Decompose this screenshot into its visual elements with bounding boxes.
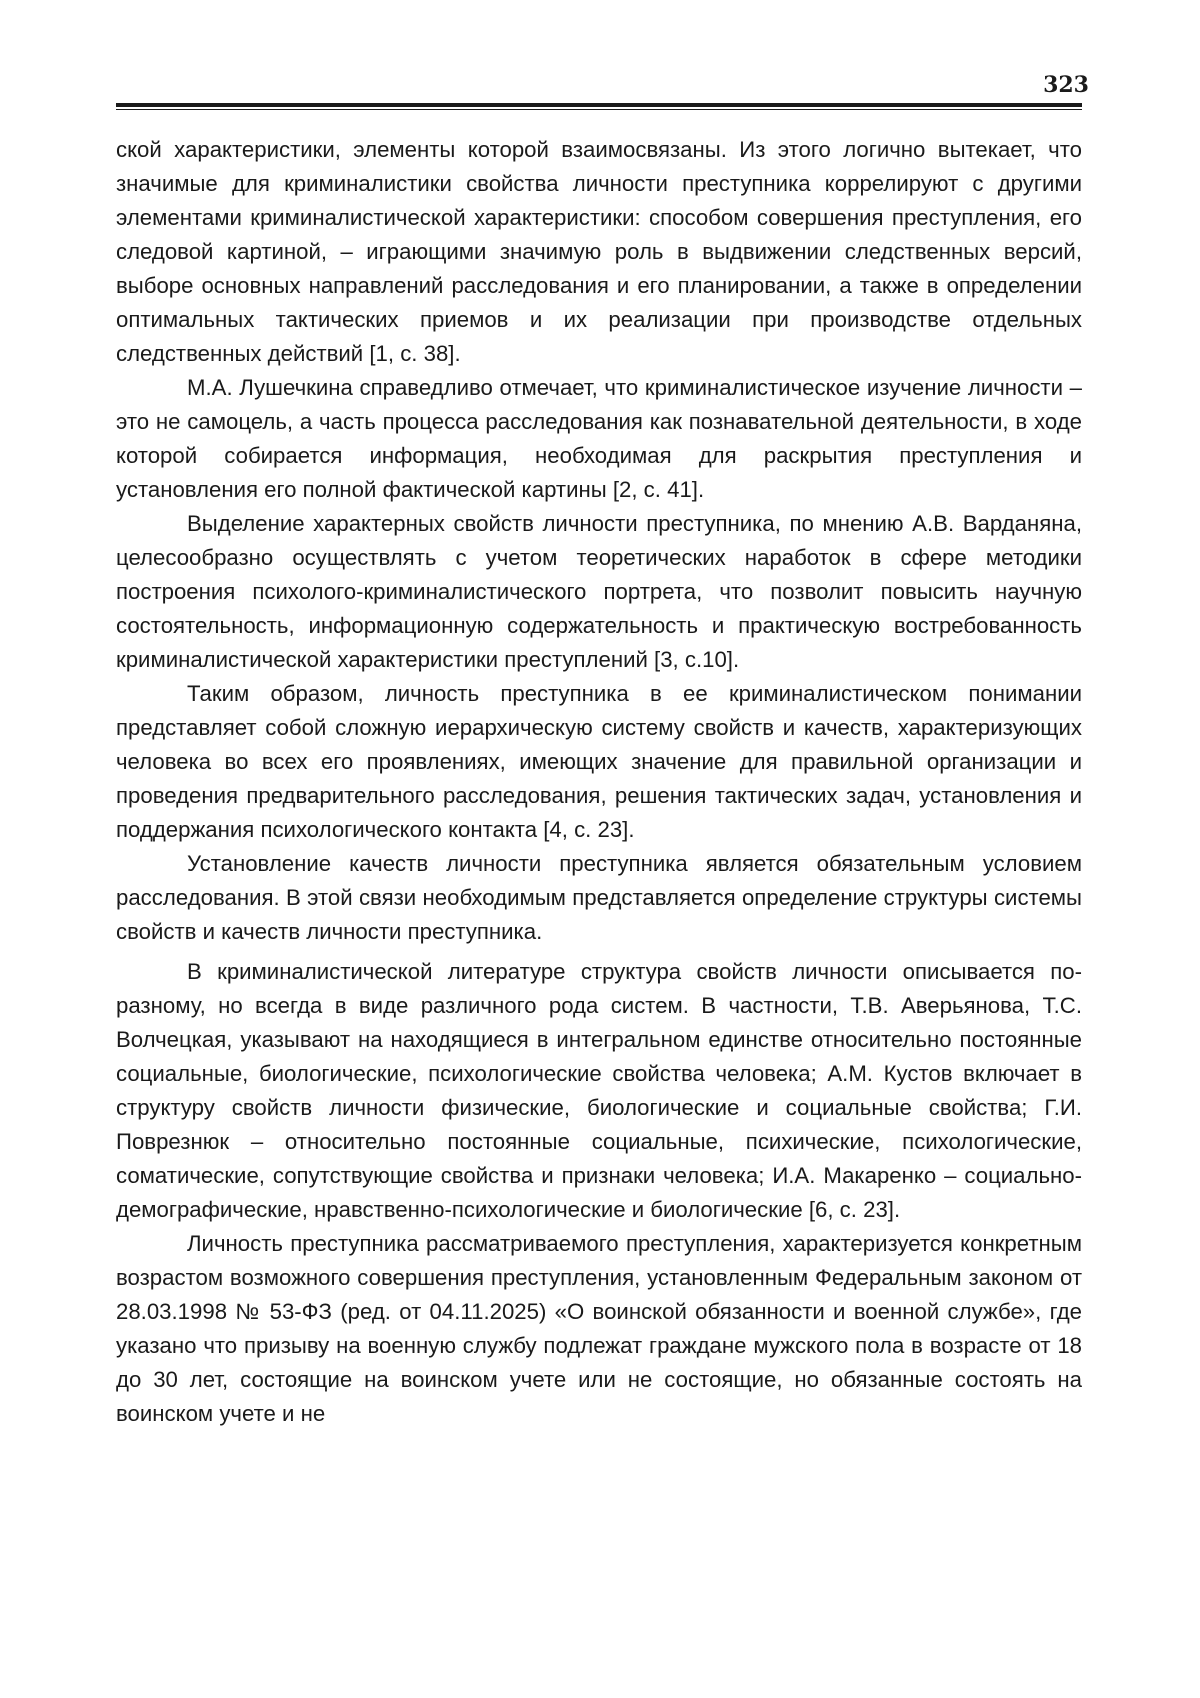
header-rule-thin (116, 109, 1082, 110)
paragraph-structure: В криминалистической литературе структура свойств личности описывается по-разному, но всегда в виде различного рода систем. В частности, Т.В. Аверьянова, Т.С. Волчецкая, указывают на находящиеся в интегральном единстве относительно постоянные социальные, биологические, психологические свойства человека; А.М. Кустов включает в структуру свойств личности физические, биологические и социальные свойства; Г.И. Поврезнюк – относительно постоянные социальные, психические, психологические, соматические, сопутствующие свойства и признаки человека; И.А. Макаренко – социально-демографические, нравственно-психологические и биологические [6, с. 23]. (116, 959, 1082, 1222)
paragraph-lushechkina: М.А. Лушечкина справедливо отмечает, что криминалистическое изучение личности – это не самоцель, а часть процесса расследования как познавательной деятельности, в ходе которой собирается информация, необходимая для раскрытия преступления и установления его полной фактической картины [2, с. 41]. (116, 375, 1082, 502)
page-number: 323 (1043, 72, 1089, 98)
paragraph-continuation: ской характеристики, элементы которой взаимосвязаны. Из этого логично вытекает, что значимые для криминалистики свойства личности преступника коррелируют с другими элементами криминалистической характеристики: способом совершения преступления, его следовой картиной, – играющими значимую роль в выдвижении следственных версий, выборе основных направлений расследования и его планировании, а также в определении оптимальных тактических приемов и их реализации при производстве отдельных следственных действий [1, с. 38]. (116, 137, 1082, 366)
paragraph-qualities: Установление качеств личности преступника является обязательным условием расследования. В этой связи необходимым представляется определение структуры системы свойств и качеств личности преступника. (116, 851, 1082, 944)
paragraph-vardanyan: Выделение характерных свойств личности преступника, по мнению А.В. Варданяна, целесообразно осуществлять с учетом теоретических наработок в сфере методики построения психолого-криминалистического портрета, что позволит повысить научную состоятельность, информационную содержательность и практическую востребованность криминалистической характеристики преступлений [3, с.10]. (116, 511, 1082, 672)
paragraph-conclusion: Таким образом, личность преступника в ее криминалистическом понимании представляет собой сложную иерархическую систему свойств и качеств, характеризующих человека во всех его проявлениях, имеющих значение для правильной организации и проведения предварительного расследования, решения тактических задач, установления и поддержания психологического контакта [4, с. 23]. (116, 681, 1082, 842)
body-text (116, 133, 1082, 1431)
paragraph-age: Личность преступника рассматриваемого преступления, характеризуется конкретным возрастом возможного совершения преступления, установленным Федеральным законом от 28.03.1998 № 53-ФЗ (ред. от 04.11.2025) «О воинской обязанности и военной службе», где указано что призыву на военную службу подлежат граждане мужского пола в возрасте от 18 до 30 лет, состоящие на воинском учете или не состоящие, но обязанные состоять на воинском учете и не (116, 1231, 1082, 1426)
header-rule-thick (116, 103, 1082, 107)
